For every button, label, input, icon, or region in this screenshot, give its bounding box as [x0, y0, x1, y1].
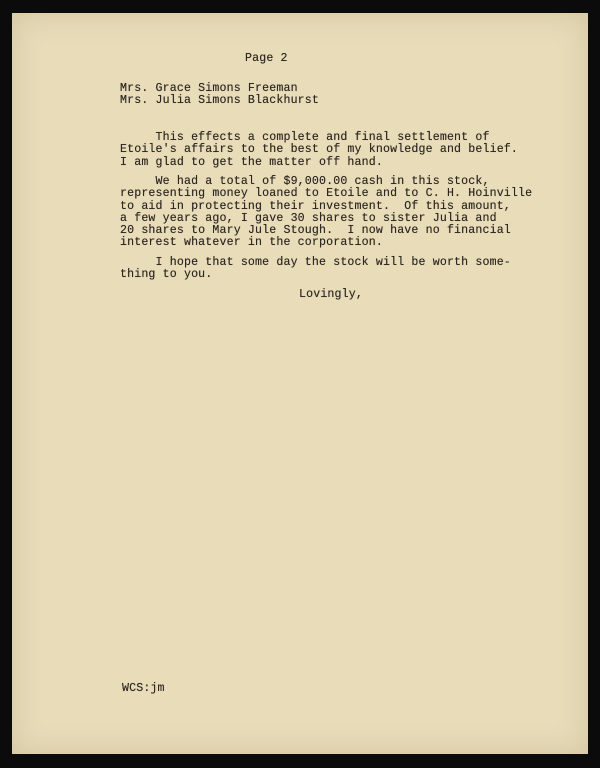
typist-initials: WCS:jm: [122, 682, 165, 695]
closing: Lovingly,: [299, 288, 363, 301]
text-line: thing to you.: [120, 268, 213, 282]
recipient-line: Mrs. Grace Simons Freeman: [120, 82, 298, 95]
paragraph-hope: [120, 257, 511, 282]
page-number: Page 2: [245, 52, 288, 65]
text-line: We had a total of $9,000.00 cash in this stock,: [120, 175, 490, 188]
paragraph-stock: [120, 176, 532, 250]
paragraph-settlement: [120, 132, 518, 169]
text-line: I hope that some day the stock will be worth some-: [120, 256, 511, 269]
text-line: a few years ago, I gave 30 shares to sister Julia and: [120, 211, 497, 225]
text-line: Etoile's affairs to the best of my knowledge and belief.: [120, 143, 519, 157]
text-line: This effects a complete and final settlement of: [120, 131, 490, 144]
recipient-line: Mrs. Julia Simons Blackhurst: [120, 94, 320, 108]
text-line: representing money loaned to Etoile and to C. H. Hoinville: [120, 187, 533, 201]
text-line: to aid in protecting their investment. Of this amount,: [120, 199, 511, 213]
recipient-block: [120, 83, 319, 108]
text-line: 20 shares to Mary Jule Stough. I now have no financial: [120, 224, 511, 238]
text-line: interest whatever in the corporation.: [120, 236, 383, 250]
letter-page: [12, 13, 588, 754]
text-line: I am glad to get the matter off hand.: [120, 155, 383, 169]
